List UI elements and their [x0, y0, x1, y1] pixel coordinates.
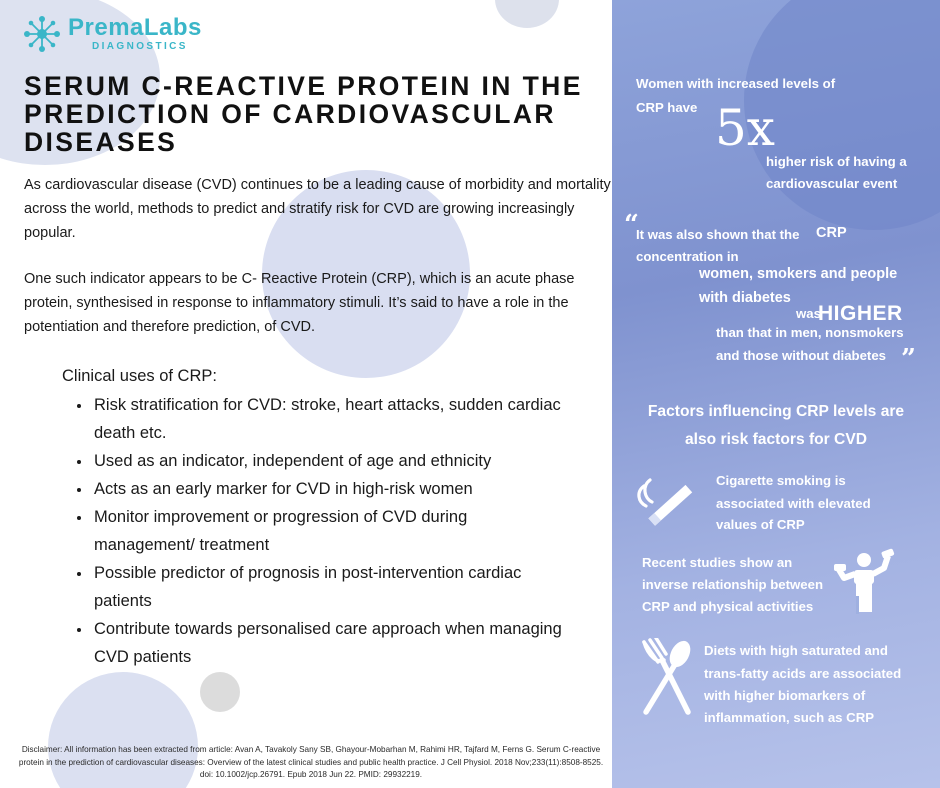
shown-higher: HIGHER: [818, 302, 903, 325]
shown-line1: It was also shown that the: [636, 227, 800, 242]
smoking-line1: Cigarette smoking is: [716, 473, 846, 488]
women-stat-line3: higher risk of having a: [766, 154, 907, 169]
cigarette-icon: [634, 472, 700, 528]
fork-spoon-icon: [638, 638, 694, 718]
factors-line2: also risk factors for CVD: [685, 431, 867, 448]
logo-name: PremaLabs: [68, 14, 202, 41]
list-item: • Possible predictor of prognosis in post-intervention cardiac patients: [92, 559, 562, 615]
list-item: • Monitor improvement or progression of CVD during management/ treatment: [92, 503, 562, 559]
diet-line1: Diets with high saturated and: [704, 643, 888, 658]
shown-line3: women, smokers and people: [699, 266, 898, 282]
person-exercise-icon: [834, 544, 900, 614]
shown-line2: concentration in: [636, 249, 739, 264]
women-stat-line4: cardiovascular event: [766, 176, 898, 191]
brand-logo: [22, 14, 202, 54]
shown-was: was: [796, 306, 821, 321]
decorative-circle: [200, 672, 240, 712]
shown-line5: than that in men, nonsmokers: [716, 325, 904, 340]
activity-line3: CRP and physical activities: [642, 599, 814, 614]
women-stat-line2: CRP have: [636, 100, 698, 115]
stats-panel: [612, 0, 940, 788]
smoking-line2: associated with elevated: [716, 496, 871, 511]
molecule-logo-icon: [22, 14, 62, 54]
diet-line2: trans-fatty acids are associated: [704, 666, 902, 681]
smoking-line3: values of CRP: [716, 517, 805, 532]
clinical-uses-heading: Clinical uses of CRP:: [62, 367, 217, 385]
list-item: • Contribute towards personalised care approach when managing CVD patients: [92, 615, 562, 671]
list-item: • Used as an indicator, independent of age and ethnicity: [92, 447, 562, 475]
quote-open-mark: “: [624, 210, 639, 240]
logo-subtitle: DIAGNOSTICS: [92, 41, 188, 52]
disclaimer: Disclaimer: All information has been extracted from article: Avan A, Tavakoly Sany SB, Ghayour-Mobarhan M, Rahimi HR, Tajfard M, Ferns G. Serum C-reactive protein in the prediction of cardiovascular diseases: Overview of the latest clinical studies and public health practice. J Cell Physiol. 2018 Nov;233(11):8508-8525. doi: 10.1002/jcp.26791. Epub 2018 Jun 22. PMID: 29932219.: [18, 745, 604, 779]
shown-crp: CRP: [816, 225, 847, 241]
activity-line1: Recent studies show an: [642, 555, 793, 570]
clinical-uses: [62, 365, 562, 671]
diet-line4: inflammation, such as CRP: [704, 710, 875, 725]
quote-close-mark: ”: [901, 344, 916, 374]
crp-paragraph: One such indicator appears to be C- Reactive Protein (CRP), which is an acute phase protein, synthesised in response to inflammatory stimuli. It’s said to have a role in the potentiation and therefore prediction, of CVD.: [24, 271, 575, 335]
women-stat-line1: Women with increased levels of: [636, 76, 836, 91]
activity-line2: inverse relationship between: [642, 577, 824, 592]
list-item: • Risk stratification for CVD: stroke, heart attacks, sudden cardiac death etc.: [92, 391, 562, 447]
page-title: SERUM C-REACTIVE PROTEIN IN THE PREDICTION OF CARDIOVASCULAR DISEASES: [24, 71, 583, 157]
shown-line6: and those without diabetes: [716, 348, 886, 363]
intro-paragraph: As cardiovascular disease (CVD) continues to be a leading cause of morbidity and mortality across the world, methods to predict and stratify risk for CVD are growing increasingly popular.: [24, 177, 611, 241]
list-item: • Acts as an early marker for CVD in high-risk women: [92, 475, 562, 503]
clinical-uses-list: [62, 391, 562, 671]
factors-line1: Factors influencing CRP levels are: [647, 403, 905, 420]
women-stat-multiplier: 5x: [715, 99, 776, 157]
diet-line3: with higher biomarkers of: [704, 688, 866, 703]
shown-line4: with diabetes: [699, 290, 791, 306]
decorative-circle: [495, 0, 559, 28]
factors-heading: [612, 398, 940, 454]
